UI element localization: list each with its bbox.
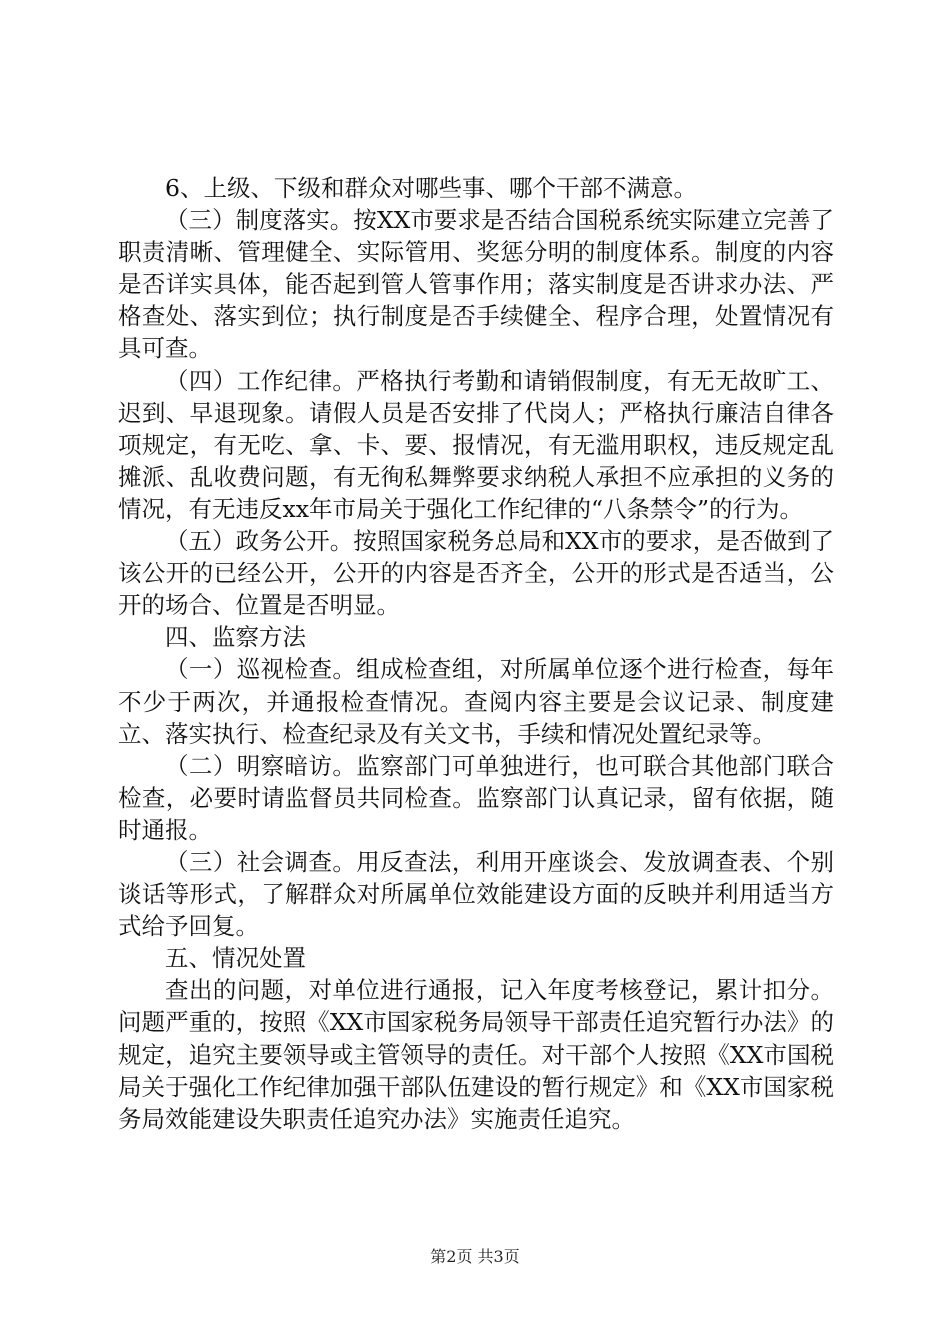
paragraph-handling-details: 查出的问题，对单位进行通报，记入年度考核登记，累计扣分。问题严重的，按照《XX市国家税务局领导干部责任追究暂行办法》的规定，追究主要领导或主管领导的责任。对干部个人按照《XX市国税局关于强化工作纪律加强干部队伍建设的暂行规定》和《XX市国家税务局效能建设失职责任追究办法》实施责任追究。 xyxy=(118,976,834,1133)
paragraph-open-and-covert-visits: （二）明察暗访。监察部门可单独进行，也可联合其他部门联合检查，必要时请监督员共同检查。监察部门认真记录，留有依据，随时通报。 xyxy=(118,751,834,844)
paragraph-social-survey: （三）社会调查。用反查法，利用开座谈会、发放调查表、个别谈话等形式，了解群众对所属单位效能建设方面的反映并利用适当方式给予回复。 xyxy=(118,847,834,941)
page-footer xyxy=(0,1244,950,1267)
paragraph-government-affairs-openness: （五）政务公开。按照国家税务总局和XX市的要求，是否做到了该公开的已经公开，公开的内容是否齐全，公开的形式是否适当，公开的场合、位置是否明显。 xyxy=(118,527,834,620)
paragraph-patrol-inspection: （一）巡视检查。组成检查组，对所属单位逐个进行检查，每年不少于两次，并通报检查情况。查阅内容主要是会议记录、制度建立、落实执行、检查纪录及有关文书，手续和情况处置纪录等。 xyxy=(118,655,834,748)
section-heading-handling: 五、情况处置 xyxy=(165,944,306,973)
paragraph-work-discipline: （四）工作纪律。严格执行考勤和请销假制度，有无无故旷工、迟到、早退现象。请假人员是否安排了代岗人；严格执行廉洁自律各项规定，有无吃、拿、卡、要、报情况，有无滥用职权，违反规定乱摊派、乱收费问题，有无徇私舞弊要求纳税人承担不应承担的义务的情况，有无违反xx年市局关于强化工作纪律的“八条禁令”的行为。 xyxy=(118,366,834,523)
paragraph-item-6: 6、上级、下级和群众对哪些事、哪个干部不满意。 xyxy=(165,174,697,202)
page-number: 第2页 共3页 xyxy=(430,1247,520,1266)
document-body xyxy=(118,172,834,1135)
paragraph-institution-implementation: （三）制度落实。按XX市要求是否结合国税系统实际建立完善了职责清晰、管理健全、实际管用、奖惩分明的制度体系。制度的内容是否详实具体，能否起到管人管事作用；落实制度是否讲求办法、严格查处、落实到位；执行制度是否手续健全、程序合理，处置情况有具可查。 xyxy=(118,206,834,363)
section-heading-supervision-methods: 四、监察方法 xyxy=(165,623,306,652)
